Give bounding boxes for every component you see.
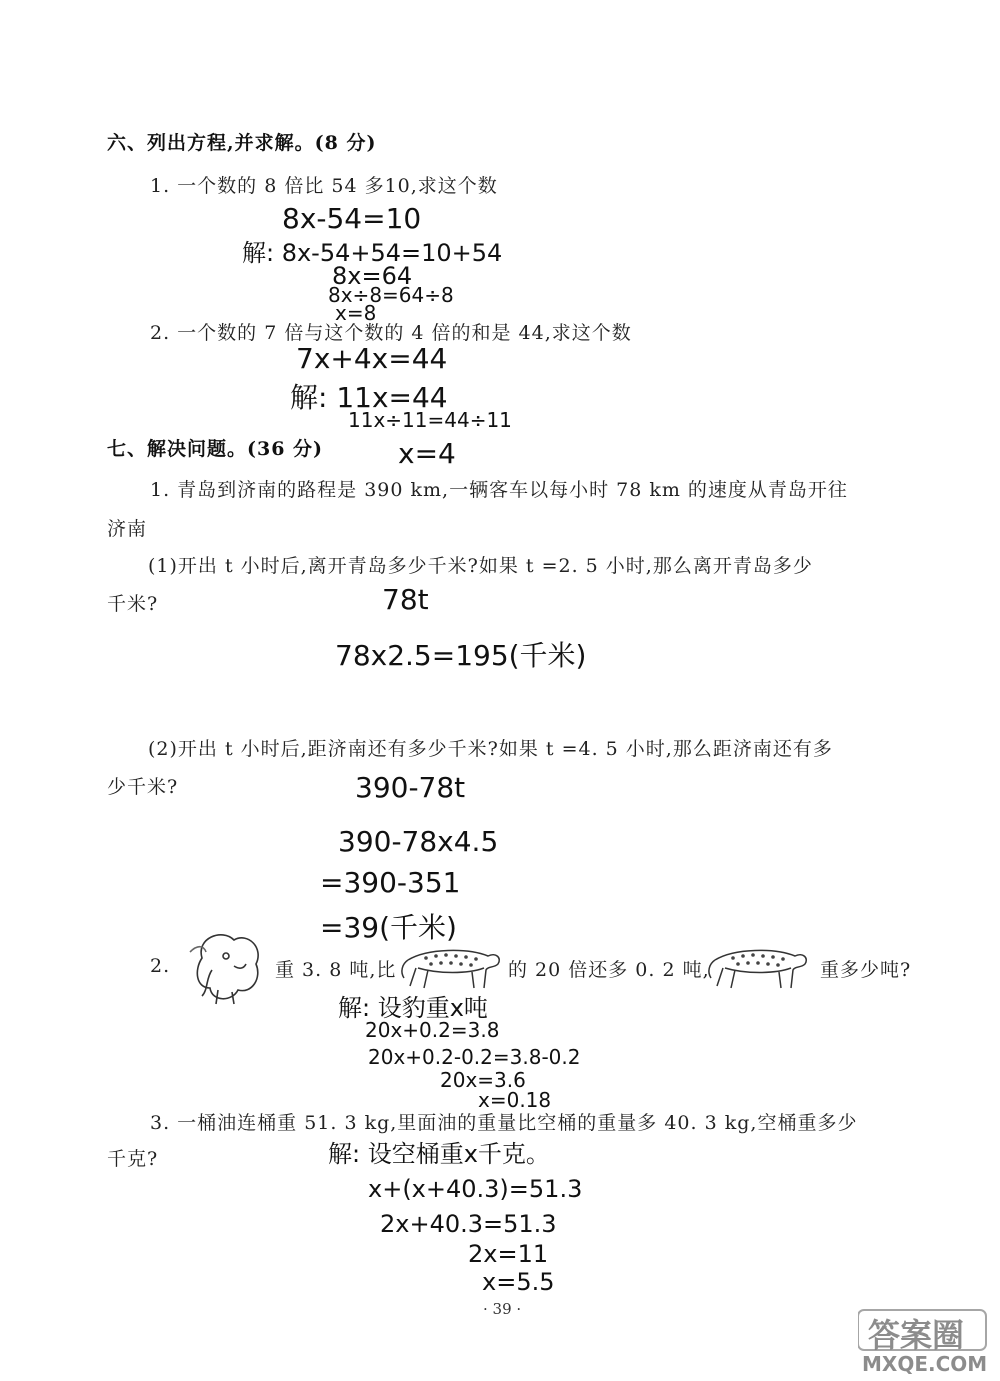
question-7-1-text-line-1: 1. 青岛到济南的路程是 390 km,一辆客车以每小时 78 km 的速度从青岛开往 [150,479,848,501]
question-7-2-text-a: 重 3. 8 吨,比 [275,959,397,981]
question-7-1-1-text-line-1: (1)开出 t 小时后,离开青岛多少千米?如果 t =2. 5 小时,那么离开青岛多少 [148,555,813,577]
question-7-1-1-text-line-2: 千米? [107,593,159,615]
work-6-1-line-3: 8x=64 [332,262,413,290]
work-7-1-2-line-2: 390-78x4.5 [338,825,499,858]
question-7-1-text-line-2: 济南 [107,518,148,540]
work-6-1-line-1: 8x-54=10 [282,202,422,235]
work-7-2-line-2: 20x+0.2=3.8 [365,1018,500,1042]
work-7-3-line-1: 解: 设空桶重x千克。 [328,1140,550,1168]
question-7-2-number: 2. [150,955,171,977]
work-7-1-2-line-3: =390-351 [320,866,461,899]
watermark-url: MXQE.COM [862,1352,988,1376]
question-7-2-text-b: 的 20 倍还多 0. 2 吨, [508,959,710,981]
work-7-2-line-4: 20x=3.6 [440,1068,526,1092]
question-6-1-text: 1. 一个数的 8 倍比 54 多10,求这个数 [150,175,498,197]
section-seven-title: 七、解决问题。(36 分) [107,438,324,460]
work-7-3-line-4: 2x=11 [468,1240,549,1268]
work-7-2-line-1: 解: 设豹重x吨 [338,994,488,1022]
work-7-2-line-3: 20x+0.2-0.2=3.8-0.2 [368,1045,581,1069]
question-7-1-2-text-line-1: (2)开出 t 小时后,距济南还有多少千米?如果 t =4. 5 小时,那么距济南还有多 [148,738,833,760]
work-6-1-line-4: 8x÷8=64÷8 [328,283,454,307]
page-number: · 39 · [483,1300,522,1318]
work-7-1-1-line-2: 78x2.5=195(千米) [335,639,587,672]
work-6-2-line-4: x=4 [398,437,456,470]
elephant-icon [182,918,274,1010]
work-6-1-line-2: 解: 8x-54+54=10+54 [242,239,503,267]
work-7-2-line-5: x=0.18 [478,1088,552,1112]
question-7-1-2-text-line-2: 少千米? [107,776,179,798]
work-7-3-line-2: x+(x+40.3)=51.3 [368,1175,583,1203]
work-7-1-2-line-1: 390-78t [355,771,466,804]
leopard-icon [398,938,506,994]
leopard-icon [705,938,813,994]
question-7-3-text-line-2: 千克? [107,1148,159,1170]
question-7-2-text-c: 重多少吨? [820,959,912,981]
watermark-logo-text: 答案圈 [868,1316,965,1354]
work-7-3-line-5: x=5.5 [482,1268,555,1296]
work-6-2-line-3: 11x÷11=44÷11 [348,408,512,432]
work-6-2-line-1: 7x+4x=44 [296,342,448,375]
work-6-1-line-5: x=8 [335,301,377,325]
question-7-3-text-line-1: 3. 一桶油连桶重 51. 3 kg,里面油的重量比空桶的重量多 40. 3 kg,空桶重多少 [150,1112,858,1134]
work-7-3-line-3: 2x+40.3=51.3 [380,1210,557,1238]
work-7-1-1-line-1: 78t [382,583,429,616]
section-six-title: 六、列出方程,并求解。(8 分) [107,132,377,154]
work-6-2-line-2: 解: 11x=44 [290,381,448,414]
question-6-2-text: 2. 一个数的 7 倍与这个数的 4 倍的和是 44,求这个数 [150,322,632,344]
work-7-1-2-line-4: =39(千米) [320,911,457,944]
